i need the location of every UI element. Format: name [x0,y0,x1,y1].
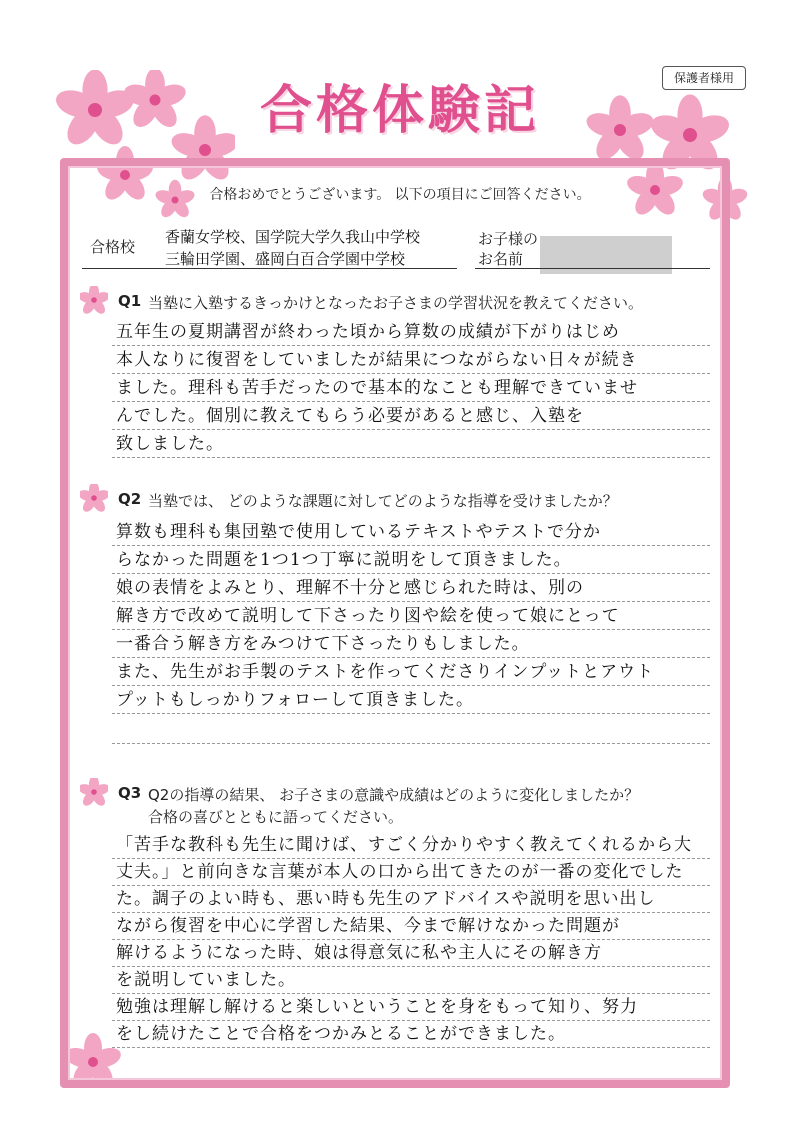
q2-question: 当塾では、 どのような課題に対してどのような指導を受けましたか？ [148,492,618,510]
q1-answer-line: 本人なりに復習をしていましたが結果につながらない日々が続き [116,350,638,370]
ruled-line [112,1020,710,1021]
ruled-line [112,1047,710,1048]
q1-answer [116,318,716,458]
q2-answer-line: 一番合う解き方をみつけて下さったりもしました。 [116,634,530,654]
q1-blossom-icon [80,286,108,314]
ruled-line [112,743,710,744]
q3-answer-line: 「苦手な教科も先生に聞けば、すごく分かりやすく教えてくれるから大 [116,835,692,855]
q3-blossom-icon [80,778,108,806]
guardian-badge: 保護者様用 [662,66,746,90]
q1-question: 当塾に入塾するきっかけとなったお子さまの学習状況を教えてください。 [148,294,644,312]
q3-answer-line: をし続けたことで合格をつかみとることができました。 [116,1024,566,1044]
ruled-line [112,939,710,940]
q3-question-line-2: 合格の喜びとともに語ってください。 [148,808,404,826]
q2-answer-line: らなかった問題を1つ1つ丁寧に説明をして頂きました。 [116,550,572,570]
q3-answer-line: 解けるようになった時、娘は得意気に私や主人にその解き方 [116,943,602,963]
ruled-line [112,912,710,913]
q2-blossom-icon [80,484,108,512]
q3-answer-line: た。調子のよい時も、悪い時も先生のアドバイスや説明を思い出し [116,889,656,909]
q3-answer-line: を説明していました。 [116,970,296,990]
child-name-underline [475,268,710,269]
page-title: 合格体験記 [259,81,540,141]
ruled-line [112,685,710,686]
q2-answer-line: プットもしっかりフォローして頂きました。 [116,690,474,710]
q1-answer-line: ました。理科も苦手だったので基本的なことも理解できていませ [116,378,638,398]
q3-answer [116,832,716,1048]
ruled-line [112,401,710,402]
school-line-1: 香蘭女学校、国学院大学久我山中学校 [165,228,421,246]
q1-answer-line: 五年生の夏期講習が終わった頃から算数の成績が下がりはじめ [116,322,620,342]
ruled-line [112,885,710,886]
q1-number: Q1 [118,292,142,310]
school-line-2: 三輪田学園、盛岡白百合学園中学校 [165,250,406,268]
ruled-line [112,993,710,994]
q2-answer-line: 娘の表情をよみとり、理解不十分と感じられた時は、別の [116,578,584,598]
ruled-line [112,573,710,574]
q2-answer-line: 解き方で改めて説明して下さったり図や絵を使って娘にとって [116,606,620,626]
ruled-line [112,373,710,374]
q1-answer-line: んでした。個別に教えてもらう必要があると感じ、入塾を [116,406,584,426]
ruled-line [112,629,710,630]
page-subtitle: 合格おめでとうございます。 以下の項目にご回答ください。 [209,187,591,203]
child-name-label-1: お子様の [478,230,539,248]
q1-answer-line: 致しました。 [116,434,224,454]
q2-number: Q2 [118,490,142,508]
ruled-line [112,457,710,458]
q3-question-line-1: Q2の指導の結果、 お子さまの意識や成績はどのように変化しましたか？ [148,786,640,804]
ruled-line [112,713,710,714]
ruled-line [112,966,710,967]
ruled-line [112,429,710,430]
ruled-line [112,858,710,859]
child-name-label-2: お名前 [478,250,524,268]
q3-number: Q3 [118,784,142,802]
q3-answer-line: 勉強は理解し解けると楽しいということを身をもって知り、努力 [116,997,638,1017]
ruled-line [112,657,710,658]
q3-answer-line: 丈夫。」と前向きな言葉が本人の口から出てきたのが一番の変化でした [116,862,684,882]
ruled-line [112,345,710,346]
q3-answer-line: ながら復習を中心に学習した結果、今まで解けなかった問題が [116,916,620,936]
q2-answer-line: 算数も理科も集団塾で使用しているテキストやテストで分か [116,522,601,542]
q2-answer-line: また、先生がお手製のテストを作ってくださりインプットとアウト [116,662,655,682]
ruled-line [112,545,710,546]
school-label: 合格校 [90,238,136,256]
ruled-line [112,601,710,602]
school-underline [82,268,457,269]
